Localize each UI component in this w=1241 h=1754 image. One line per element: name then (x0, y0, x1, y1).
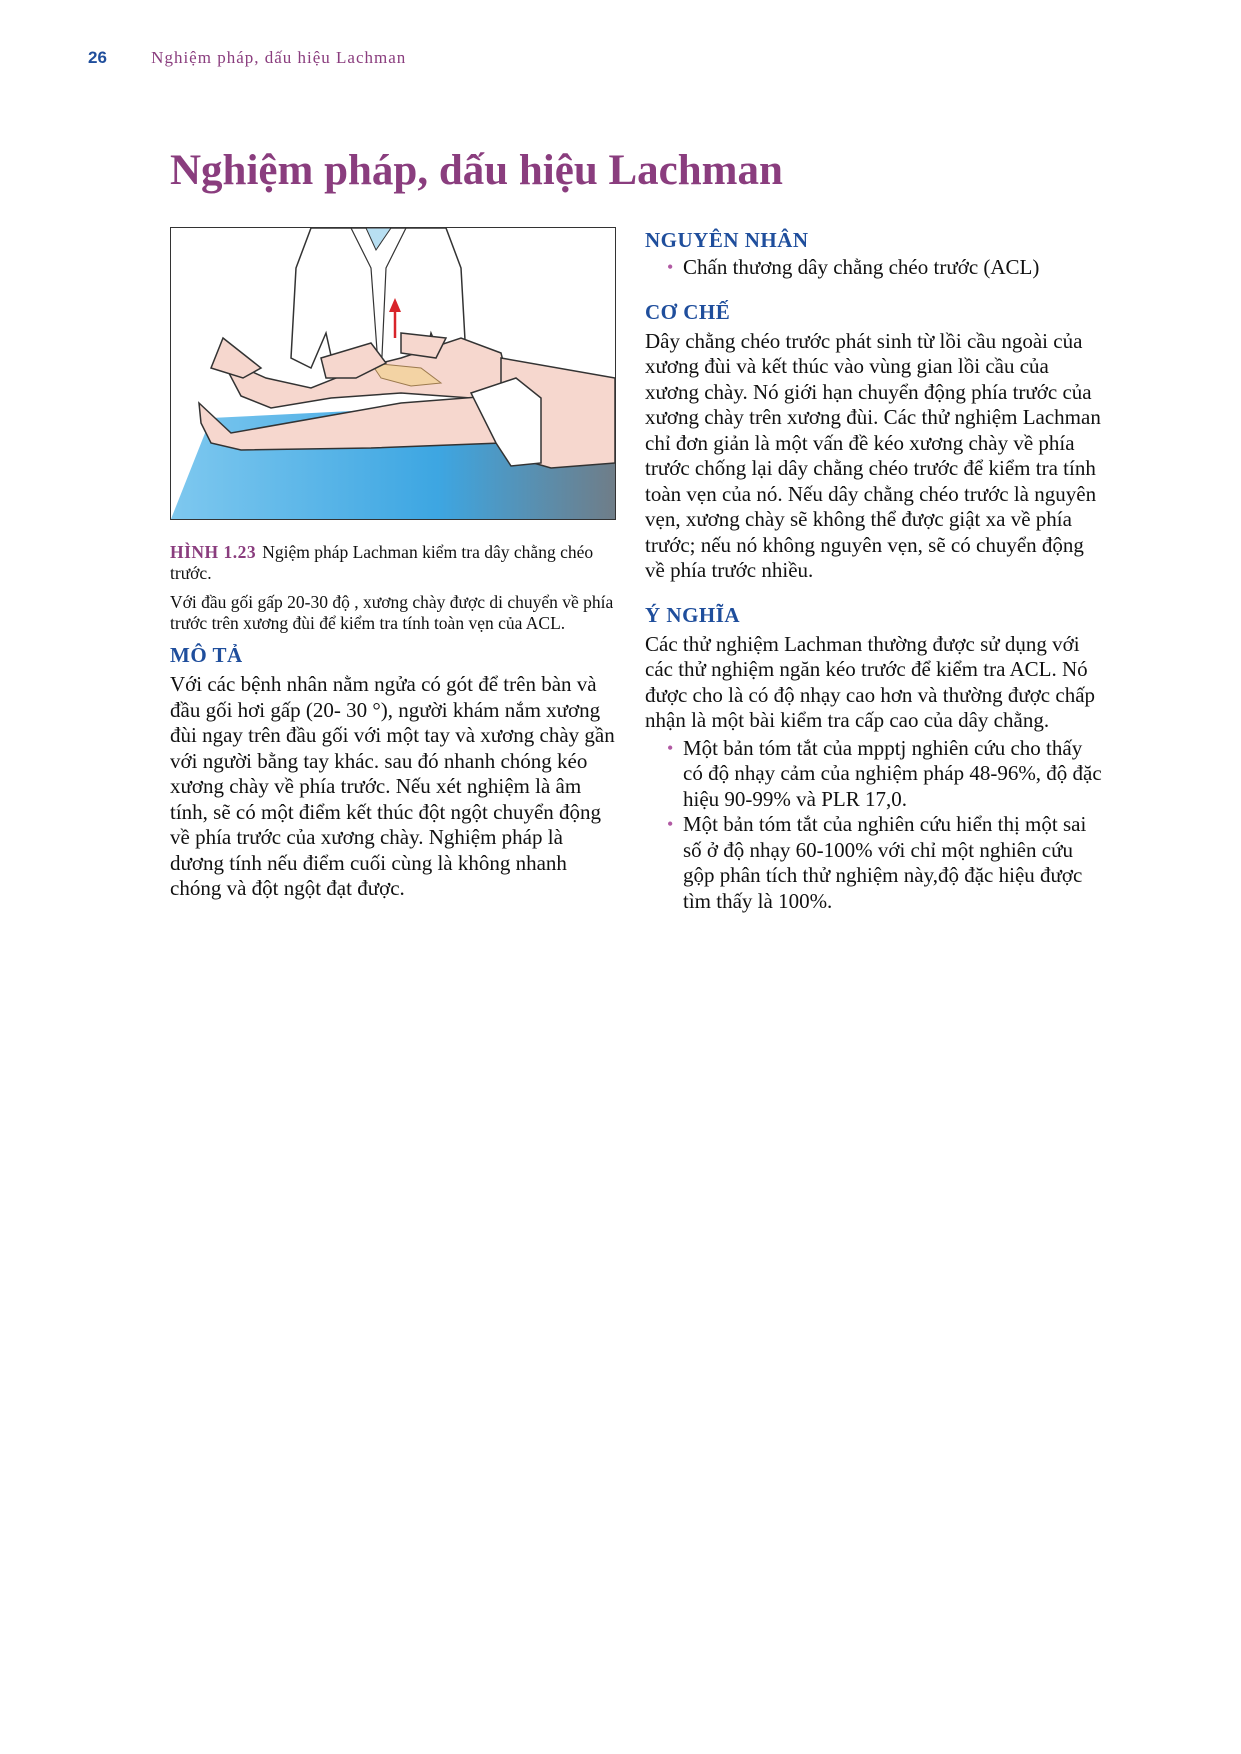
lachman-test-illustration (171, 228, 615, 519)
nguyen-nhan-list (645, 255, 1105, 281)
right-column (645, 227, 1105, 914)
page-title: Nghiệm pháp, dấu hiệu Lachman (170, 147, 783, 194)
list-item: • Một bản tóm tắt của mpptj nghiên cứu cho thấy có độ nhạy cảm của nghiệm pháp 48-96%, độ đặc hiệu 90-99% và PLR 17,0. (645, 736, 1105, 813)
section-heading-y-nghia: Ý NGHĨA (645, 602, 741, 627)
section-heading-co-che: CƠ CHẾ (645, 299, 731, 324)
left-column (170, 227, 618, 902)
figure-illustration (170, 227, 616, 520)
running-head (88, 48, 406, 68)
y-nghia-text: Các thử nghiệm Lachman thường được sử dụng với các thử nghiệm ngăn kéo trước để kiểm tra ACL. Nó được cho là có độ nhạy cao hơn và thường được chấp nhận là một bài kiểm tra cấp cao của dây chằng. (645, 631, 1096, 732)
figure-note: Với đầu gối gấp 20-30 độ , xương chày được di chuyển về phía trước trên xương đùi để kiểm tra tính toàn vẹn của ACL. (170, 592, 614, 633)
figure-label: HÌNH 1.23 (170, 542, 257, 562)
figure-caption (170, 542, 618, 634)
y-nghia-list (645, 736, 1105, 915)
figure-caption-text: Ngiệm pháp Lachman kiểm tra dây chằng chéo trước. (170, 542, 594, 583)
section-heading-nguyen-nhan: NGUYÊN NHÂN (645, 228, 809, 252)
mo-ta-text: Với các bệnh nhân nằm ngửa có gót để trên bàn và đầu gối hơi gấp (20- 30 °), người khám nắm xương đùi ngay trên đầu gối với một tay và xương chày gần với người bằng tay khác. sau đó nhanh chóng kéo xương chày về phía trước. Nếu xét nghiệm là âm tính, sẽ có một điểm kết thúc đột ngột chuyển động về phía trước của xương chày. Nghiệm pháp là dương tính nếu điểm cuối cùng là không nhanh chóng và đột ngột đạt được. (170, 672, 615, 900)
list-item: • Một bản tóm tắt của nghiên cứu hiển thị một sai số ở độ nhạy 60-100% với chỉ một nghiên cứu gộp phân tích thử nghiệm này,độ đặc hiệu được tìm thấy là 100%. (645, 812, 1105, 914)
co-che-text: Dây chằng chéo trước phát sinh từ lồi cầu ngoài của xương đùi và kết thúc vào vùng gian lồi cầu của xương chày. Nó giới hạn chuyển động phía trước của xương chày trên xương đùi. Các thử nghiệm Lachman chỉ đơn giản là một vấn đề kéo xương chày về phía trước chống lại dây chằng chéo trước để kiểm tra tính toàn vẹn của nó. Nếu dây chằng chéo trước là nguyên vẹn, xương chày sẽ không thể được giật xa về phía trước; nếu nó không nguyên vẹn, sẽ có chuyển động về phía trước nhiều. (645, 328, 1101, 582)
list-item: • Chấn thương dây chằng chéo trước (ACL) (645, 255, 1105, 281)
running-title: Nghiệm pháp, dấu hiệu Lachman (151, 48, 407, 67)
page-number: 26 (88, 48, 107, 67)
section-heading-mo-ta: MÔ TẢ (170, 643, 243, 667)
